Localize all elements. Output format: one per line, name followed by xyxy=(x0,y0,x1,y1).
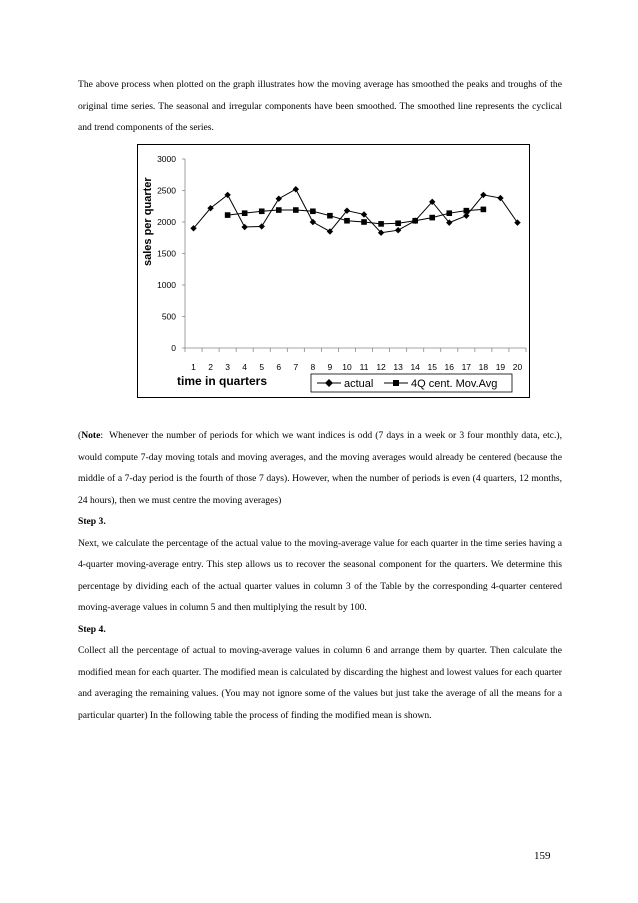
moving-average-chart xyxy=(137,144,530,398)
page-number: 159 xyxy=(534,850,551,862)
x-tick-label: 7 xyxy=(293,362,299,372)
x-tick-label: 9 xyxy=(327,362,333,372)
y-tick-label: 1500 xyxy=(157,248,176,259)
intro-text: The above process when plotted on the graph illustrates how the moving average has smoothed the peaks and troughs of the original time series. The seasonal and irregular components have been smoothed. The smoothed line represents the cyclical and trend components of the series. xyxy=(78,79,562,133)
x-tick-label: 13 xyxy=(393,362,403,372)
data-point-movavg xyxy=(481,207,487,213)
data-point-movavg xyxy=(225,212,231,218)
data-point-movavg xyxy=(344,218,350,224)
x-tick-label: 14 xyxy=(410,362,420,372)
step3-text: Next, we calculate the percentage of the actual value to the moving-average value for each quarter in the time series having a 4-quarter moving-average entry. This step allows us to recover the seasonal component for the quarters. We determine this percentage by dividing each of the actual quarter values in column 3 of the Table by the corresponding 4-quarter centered moving-average values in column 5 and then multiplying the result by 100. xyxy=(78,537,562,613)
x-tick-label: 18 xyxy=(478,362,489,372)
y-axis-label: sales per quarter xyxy=(142,177,154,266)
data-point-movavg xyxy=(259,208,265,214)
data-point-movavg xyxy=(361,219,367,225)
data-point-movavg xyxy=(293,207,299,213)
step4-heading: Step 4. xyxy=(78,623,106,635)
data-point-movavg xyxy=(464,208,470,214)
step4-text: Collect all the percentage of actual to moving-average values in column 6 and arrange them by quarter. Then calculate the modified mean for each quarter. The modified mean is calculated by discarding the highest and lowest values for each quarter and averaging the remaining values. (You may not ignore some of the values but just take the average of all the means for a particular quarter) In the following table the process of finding the modified mean is shown. xyxy=(78,645,562,721)
note-label: Note xyxy=(81,430,101,441)
x-tick-label: 1 xyxy=(191,362,196,372)
x-tick-label: 17 xyxy=(461,362,472,372)
y-tick-label: 3000 xyxy=(157,154,176,164)
data-point-movavg xyxy=(395,220,401,226)
data-point-movavg xyxy=(378,221,384,227)
note-paragraph: (Note: Whenever the number of periods for which we want indices is odd (7 days in a week or 3 four monthly data, etc.), would compute 7-day moving totals and moving averages, and the moving averages would already be centered (because the middle of a 7-day period is the fourth of those 7 days). However, when the number of periods is even (4 quarters, 12 months, 24 hours), then we must centre the moving averages) xyxy=(78,430,562,506)
x-tick-label: 16 xyxy=(444,362,455,372)
data-point-movavg xyxy=(446,210,452,216)
x-axis-label: time in quarters xyxy=(177,374,268,388)
data-point-movavg xyxy=(412,218,418,224)
data-point-movavg xyxy=(276,207,282,213)
legend-movavg-label: 4Q cent. Mov.Avg xyxy=(411,378,498,390)
y-tick-label: 500 xyxy=(161,311,176,322)
intro-paragraph xyxy=(78,74,562,139)
y-tick-label: 2500 xyxy=(157,185,176,196)
y-tick-label: 0 xyxy=(171,343,176,353)
x-tick-label: 8 xyxy=(310,362,316,372)
x-tick-label: 15 xyxy=(427,362,437,372)
legend-movavg-marker xyxy=(393,380,399,386)
note-text: Whenever the number of periods for which we want indices is odd (7 days in a week or 3 four monthly data, etc.), would compute 7-day moving totals and moving averages, and the moving averages would already be centered (because the middle of a 7-day period is the fourth of those 7 days). However, when the number of periods is even (4 quarters, 12 months, 24 hours), then we must centre the moving averages) xyxy=(78,430,562,506)
x-tick-label: 12 xyxy=(376,362,386,372)
x-tick-label: 6 xyxy=(276,362,282,372)
y-tick-label: 1000 xyxy=(157,280,176,290)
legend-actual-label: actual xyxy=(344,378,374,390)
data-point-movavg xyxy=(429,215,435,221)
step3-heading: Step 3. xyxy=(78,516,106,527)
x-tick-label: 4 xyxy=(242,362,248,372)
legend xyxy=(311,374,512,392)
x-tick-label: 20 xyxy=(512,362,523,372)
data-point-movavg xyxy=(327,213,333,219)
x-tick-label: 5 xyxy=(259,362,265,372)
x-tick-label: 3 xyxy=(225,362,230,372)
x-tick-label: 2 xyxy=(208,362,213,372)
y-tick-label: 2000 xyxy=(157,217,176,227)
chart-frame xyxy=(138,145,530,398)
x-tick-label: 11 xyxy=(359,362,369,372)
data-point-movavg xyxy=(310,208,316,214)
x-tick-label: 10 xyxy=(342,362,352,372)
data-point-movavg xyxy=(242,210,248,216)
body-section xyxy=(78,425,562,726)
x-tick-label: 19 xyxy=(495,362,506,372)
